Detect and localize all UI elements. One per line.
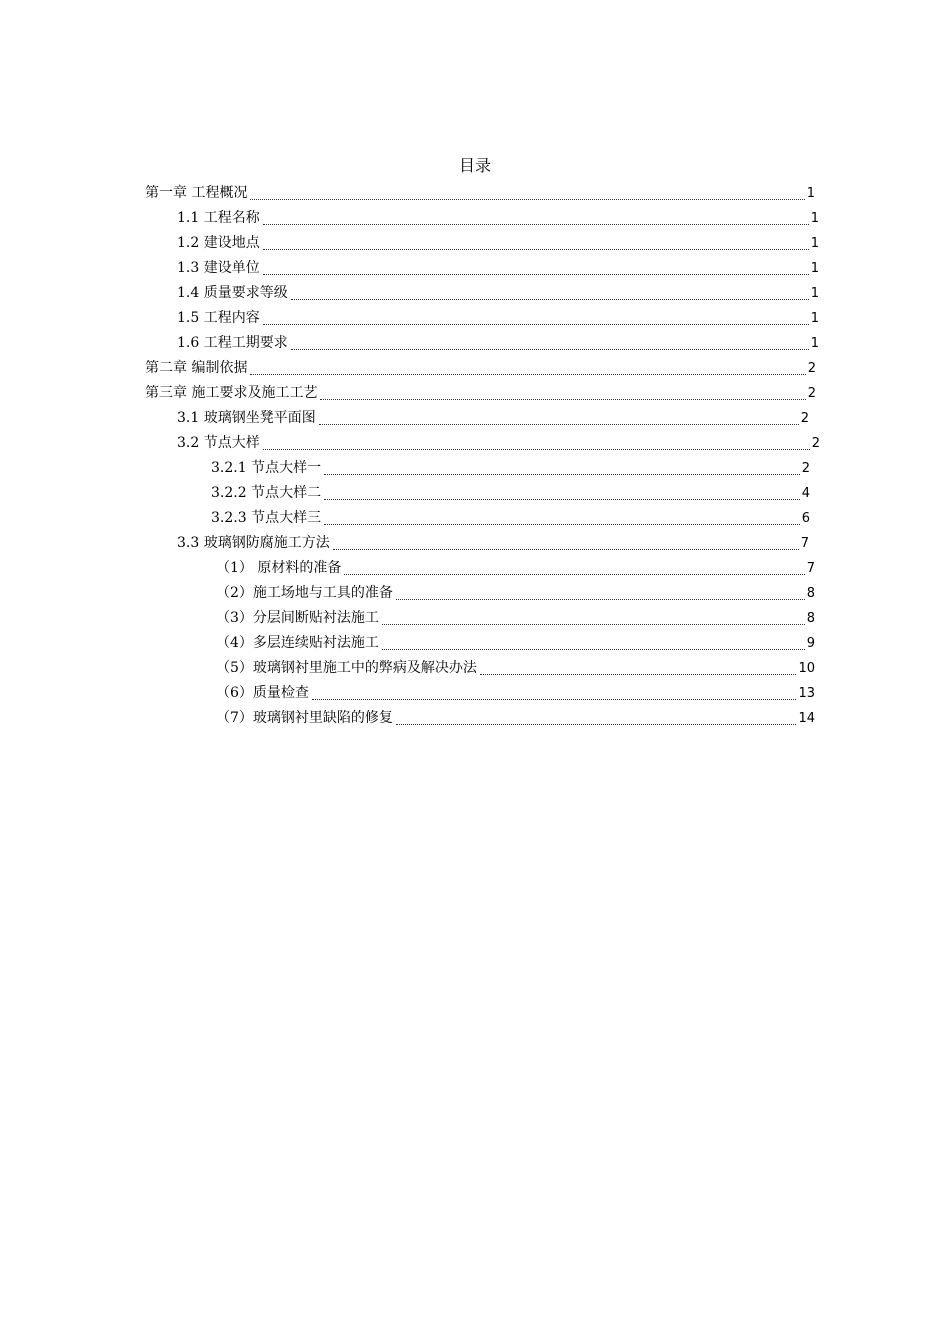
toc-entry-chapter-3[interactable] (145, 381, 816, 406)
toc-entry-text: 3.1 玻璃钢坐凳平面图 (177, 410, 316, 426)
toc-dot-leader (480, 673, 797, 675)
toc-dot-leader (291, 348, 809, 350)
toc-page-number: 1 (810, 211, 819, 226)
toc-dot-leader (312, 698, 797, 700)
toc-entry-3-3[interactable] (177, 531, 809, 556)
toc-page-number: 2 (800, 411, 809, 426)
toc-dot-leader (396, 723, 797, 725)
toc-page-number: 13 (798, 686, 815, 701)
toc-entry-text: 3.2.1 节点大样一 (211, 460, 322, 476)
toc-page-number: 1 (810, 236, 819, 251)
toc-dot-leader (250, 198, 804, 200)
toc-page-number: 2 (801, 461, 810, 476)
toc-entry-1-4[interactable] (177, 281, 819, 306)
toc-entry-text: （1） 原材料的准备 (216, 560, 342, 576)
toc-entry-text: （2）施工场地与工具的准备 (216, 585, 393, 601)
toc-dot-leader (324, 523, 800, 525)
toc-entry-text: 1.4 质量要求等级 (177, 285, 288, 301)
toc-page-number: 1 (810, 286, 819, 301)
toc-page-number: 7 (806, 561, 815, 576)
toc-page-number: 1 (810, 261, 819, 276)
toc-entry-1-2[interactable] (177, 231, 819, 256)
toc-page-number: 1 (810, 336, 819, 351)
toc-dot-leader (263, 323, 809, 325)
toc-entry-text: 3.3 玻璃钢防腐施工方法 (177, 535, 330, 551)
toc-entry-text: （5）玻璃钢衬里施工中的弊病及解决办法 (216, 660, 477, 676)
toc-entry-3-2-2[interactable] (211, 481, 810, 506)
toc-dot-leader (324, 498, 800, 500)
toc-entry-text: 1.6 工程工期要求 (177, 335, 288, 351)
toc-entry-3-3-5[interactable] (216, 656, 815, 681)
toc-page-number: 2 (811, 436, 820, 451)
toc-entry-1-6[interactable] (177, 331, 819, 356)
toc-entry-text: 第三章 施工要求及施工工艺 (145, 385, 318, 401)
toc-entry-text: （7）玻璃钢衬里缺陷的修复 (216, 710, 393, 726)
toc-list (0, 181, 950, 731)
toc-page-number: 7 (800, 536, 809, 551)
toc-entry-3-3-4[interactable] (216, 631, 815, 656)
toc-entry-text: 3.2.3 节点大样三 (211, 510, 322, 526)
toc-entry-text: （4）多层连续贴衬法施工 (216, 635, 379, 651)
toc-page-number: 2 (807, 361, 816, 376)
toc-entry-text: 第二章 编制依据 (145, 360, 248, 376)
toc-entry-text: 第一章 工程概况 (145, 185, 248, 201)
toc-dot-leader (382, 623, 805, 625)
toc-page-number: 9 (806, 636, 815, 651)
toc-dot-leader (263, 273, 809, 275)
toc-dot-leader (291, 298, 809, 300)
toc-dot-leader (263, 223, 809, 225)
toc-entry-1-5[interactable] (177, 306, 819, 331)
toc-dot-leader (396, 598, 805, 600)
toc-page-number: 2 (807, 386, 816, 401)
toc-page-number: 6 (801, 511, 810, 526)
toc-entry-3-3-2[interactable] (216, 581, 815, 606)
toc-dot-leader (382, 648, 805, 650)
toc-entry-text: （6）质量检查 (216, 685, 309, 701)
toc-dot-leader (333, 548, 799, 550)
toc-page-number: 1 (810, 311, 819, 326)
toc-dot-leader (344, 573, 804, 575)
toc-page-number: 8 (806, 611, 815, 626)
toc-page-number: 14 (798, 711, 815, 726)
toc-entry-3-2[interactable] (177, 431, 820, 456)
toc-dot-leader (319, 423, 799, 425)
toc-entry-text: 1.1 工程名称 (177, 210, 260, 226)
toc-entry-3-3-3[interactable] (216, 606, 815, 631)
toc-entry-text: 1.2 建设地点 (177, 235, 260, 251)
toc-page-number: 8 (806, 586, 815, 601)
toc-entry-text: 1.3 建设单位 (177, 260, 260, 276)
toc-entry-chapter-2[interactable] (145, 356, 816, 381)
toc-dot-leader (250, 373, 805, 375)
toc-entry-text: 3.2 节点大样 (177, 435, 260, 451)
toc-entry-3-3-1[interactable] (216, 556, 815, 581)
toc-entry-chapter-1[interactable] (145, 181, 815, 206)
toc-entry-text: （3）分层间断贴衬法施工 (216, 610, 379, 626)
toc-page-number: 4 (801, 486, 810, 501)
toc-entry-1-1[interactable] (177, 206, 819, 231)
toc-entry-text: 3.2.2 节点大样二 (211, 485, 322, 501)
toc-entry-3-2-3[interactable] (211, 506, 810, 531)
toc-entry-3-3-7[interactable] (216, 706, 815, 731)
toc-dot-leader (263, 248, 809, 250)
toc-entry-text: 1.5 工程内容 (177, 310, 260, 326)
toc-page-number: 10 (798, 661, 815, 676)
toc-title: 目录 (458, 156, 491, 175)
toc-entry-3-3-6[interactable] (216, 681, 815, 706)
toc-dot-leader (320, 398, 805, 400)
toc-entry-1-3[interactable] (177, 256, 819, 281)
toc-page-number: 1 (806, 186, 815, 201)
toc-dot-leader (324, 473, 800, 475)
toc-entry-3-1[interactable] (177, 406, 809, 431)
toc-dot-leader (263, 448, 810, 450)
toc-entry-3-2-1[interactable] (211, 456, 810, 481)
